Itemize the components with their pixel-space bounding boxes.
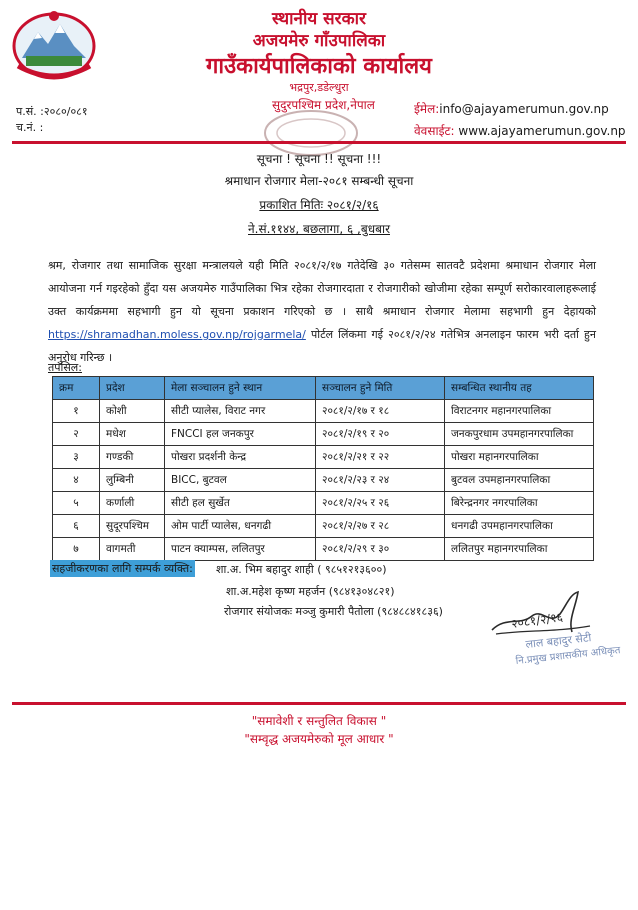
table-row <box>53 423 594 446</box>
dispatch-number: च.नं. : <box>16 121 44 134</box>
website-line <box>414 122 626 139</box>
signature-name: लाल बहादुर सेटी <box>524 631 592 651</box>
registration-link[interactable]: https://shramadhan.moless.gov.np/rojgarmela/ <box>48 328 306 341</box>
notice-body <box>48 254 596 369</box>
official-signature-icon <box>486 586 626 670</box>
table-cell: २०८१/२/२९ र ३० <box>316 538 445 561</box>
table-cell: ललितपुर महानगरपालिका <box>445 538 594 561</box>
column-header: प्रदेश <box>100 377 165 400</box>
table-cell: कोशी <box>100 400 165 423</box>
header-government-label: स्थानीय सरकार <box>271 9 366 29</box>
table-cell: बुटवल उपमहानगरपालिका <box>445 469 594 492</box>
table-cell: ओम पार्टी प्यालेस, धनगढी <box>165 515 316 538</box>
table-cell: BICC, बुटवल <box>165 469 316 492</box>
table-cell: २०८१/२/१९ र २० <box>316 423 445 446</box>
table-cell: गण्डकी <box>100 446 165 469</box>
table-cell: सुदूरपश्चिम <box>100 515 165 538</box>
signature-title: नि.प्रमुख प्रशासकीय अधिकृत <box>515 645 621 667</box>
contact-person-2: शा.अ.महेश कृष्ण महर्जन (९८४१३०४८२१) <box>226 585 395 598</box>
table-cell: वागमती <box>100 538 165 561</box>
table-cell: विराटनगर महानगरपालिका <box>445 400 594 423</box>
published-date: प्रकाशित मितिः २०८१/२/१६ <box>259 198 379 212</box>
header-province: सुदुरपश्चिम प्रदेश,नेपाल <box>272 98 375 112</box>
table-row <box>53 492 594 515</box>
table-row <box>53 446 594 469</box>
table-cell: ३ <box>53 446 100 469</box>
table-row <box>53 469 594 492</box>
footer-slogan-1: "समावेशी र सन्तुलित विकास " <box>251 714 387 728</box>
table-cell: ४ <box>53 469 100 492</box>
table-cell: बिरेन्द्रनगर नगरपालिका <box>445 492 594 515</box>
website-address: www.ajayamerumun.gov.np <box>458 124 626 138</box>
notice-body-text-2: पोर्टल लिंकमा गई २०८१/२/२४ गतेभित्र अनलाइन फारम भरी दर्ता हुन अनुरोध गरिन्छ । <box>48 328 596 364</box>
table-cell: २०८१/२/१७ र १८ <box>316 400 445 423</box>
header-municipality-name: अजयमेरु गाँउपालिका <box>252 31 386 51</box>
table-cell: ६ <box>53 515 100 538</box>
table-cell: २०८१/२/२३ र २४ <box>316 469 445 492</box>
column-header: मेला सञ्चालन हुने स्थान <box>165 377 316 400</box>
table-header-row <box>53 377 594 400</box>
table-cell: पोखरा महानगरपालिका <box>445 446 594 469</box>
table-cell: पाटन क्याम्पस, ललितपुर <box>165 538 316 561</box>
table-cell: मधेश <box>100 423 165 446</box>
contact-person-1: शा.अ. भिम बहादुर शाही ( ९८५१२१३६००) <box>216 563 387 576</box>
details-label: तपसिल: <box>48 361 82 374</box>
table-cell: २ <box>53 423 100 446</box>
nepal-sambat-date: ने.सं.११४४, बछलागा, ६ ,बुधबार <box>248 222 390 236</box>
table-cell: पोखरा प्रदर्शनी केन्द्र <box>165 446 316 469</box>
table-cell: सीटी हल सुर्खेत <box>165 492 316 515</box>
notice-body-text: श्रम, रोजगार तथा सामाजिक सुरक्षा मन्त्रालयले यही मिति २०८१/२/१७ गतेदेखि ३० गतेसम्म सातवटै प्रदेशमा श्रमाधान रोजगार मेला आयोजना गर्न गइरहेको हुँदा यस अजयमेरु गाउँपालिका भित्र रहेका रोजगारदाता र रोजगारीको खोजीमा रहेका सम्पूर्ण सरोकारवालाहरूलाई उक्त कार्यक्रममा सहभागी हुन यो सूचना प्रकाशन गरिएको छ । साथै श्रमाधान रोजगार मेलामा सहभागी हुन देहायको <box>48 259 596 318</box>
table-cell: ५ <box>53 492 100 515</box>
table-row <box>53 400 594 423</box>
email-line <box>414 100 609 117</box>
table-cell: १ <box>53 400 100 423</box>
contact-persons-label: सहजीकरणका लागि सम्पर्क व्यक्ति: <box>52 562 193 575</box>
header-address: भद्रपुर,डडेल्धुरा <box>289 81 349 94</box>
email-label: ईमेल: <box>414 102 440 116</box>
table-cell: जनकपुरधाम उपमहानगरपालिका <box>445 423 594 446</box>
table-row <box>53 515 594 538</box>
notice-heading: सूचना ! सूचना !! सूचना !!! <box>256 152 382 166</box>
table-cell: २०८१/२/२५ र २६ <box>316 492 445 515</box>
table-cell: FNCCI हल जनकपुर <box>165 423 316 446</box>
column-header: सञ्चालन हुने मिति <box>316 377 445 400</box>
table-cell: धनगढी उपमहानगरपालिका <box>445 515 594 538</box>
fair-schedule-table <box>52 376 594 561</box>
header-office-name: गाउँकार्यपालिकाको कार्यालय <box>206 54 432 79</box>
table-cell: लुम्बिनी <box>100 469 165 492</box>
website-label: वेवसाईट: <box>414 124 455 138</box>
signature-date: २०८१/२/१६ <box>510 609 564 631</box>
footer-divider <box>12 702 626 705</box>
footer-slogan-2: "सम्वृद्ध अजयमेरुको मूल आधार " <box>244 732 394 746</box>
reference-number: प.सं. :२०८०/०८१ <box>16 105 88 118</box>
table-cell: २०८१/२/२७ र २८ <box>316 515 445 538</box>
header-divider <box>12 141 626 144</box>
table-cell: सीटी प्यालेस, विराट नगर <box>165 400 316 423</box>
table-cell: ७ <box>53 538 100 561</box>
table-row <box>53 538 594 561</box>
notice-subject: श्रमाधान रोजगार मेला-२०८१ सम्बन्धी सूचना <box>224 174 414 188</box>
column-header: क्रम <box>53 377 100 400</box>
email-address: info@ajayamerumun.gov.np <box>439 102 609 116</box>
table-cell: २०८१/२/२१ र २२ <box>316 446 445 469</box>
column-header: सम्बन्धित स्थानीय तह <box>445 377 594 400</box>
table-cell: कर्णाली <box>100 492 165 515</box>
contact-person-3: रोजगार संयोजकः मञ्जु कुमारी पैतोला (९८४८८४१८३६) <box>224 605 443 618</box>
